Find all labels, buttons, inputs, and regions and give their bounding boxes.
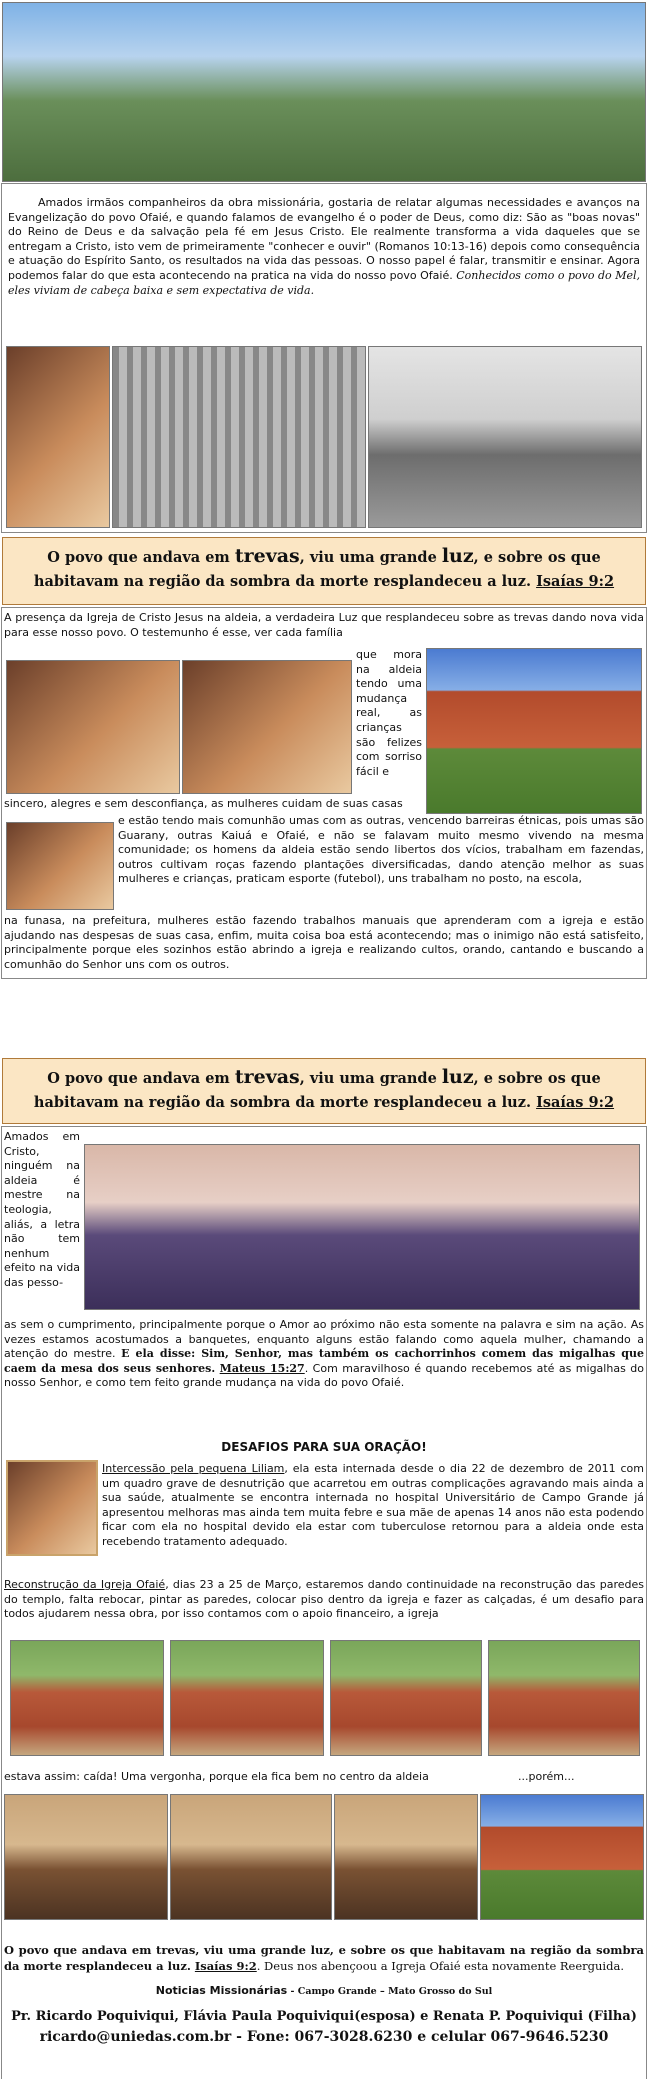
- banner-isaias-2: O povo que andava em trevas, viu uma grande luz, e sobre os que habitavam na região da sombra da morte resplandeceu a luz. Isaías 9:2: [2, 1058, 646, 1124]
- photo-ruin-3: [330, 1640, 482, 1756]
- prayer-caption-right: ...porém...: [518, 1770, 575, 1783]
- photo-ruin-4: [488, 1640, 640, 1756]
- footer-title: Noticias Missionárias: [155, 1984, 288, 1997]
- section2-quote: E ela disse: Sim, Senhor, mas também os cachorrinhos comem das migalhas que caem da mesa dos seus senhores.: [4, 1347, 644, 1375]
- photo-group-bw: [368, 346, 642, 528]
- intro-paragraph: Amados irmãos companheiros da obra missionária, gostaria de relatar algumas necessidades e avanços na Evangelização do povo Ofaié, e quando falamos de evangelho é o poder de Deus, como diz: São as "boas novas" do Reino de Deus e da salvação pela fé em Jesus Cristo. Ele realmente transforma a vida daqueles que se entregam a Cristo, isto vem de primeiramente "conhecer e ouvir" (Romanos 10:13-16) depois como consequência e atuação do Espírito Santo, os resultados na vida das pessoas. O nosso papel é falar, transmitir e ensinar. Agora podemos falar do que esta acontecendo na pratica na vida do nosso povo Ofaié. Conhecidos como o povo do Mel, eles viviam de cabeça baixa e sem expectativa de vida.: [8, 196, 640, 297]
- prayer-item-liliam: Intercessão pela pequena Liliam, ela esta internada desde o dia 22 de dezembro de 2011 com um quadro grave de desnutrição que acarretou em outras complicações agravando mais ainda a sua saúde, atualmente se encontra internada no hospital Universitário de Campo Grande já apresentou melhoras mas ainda tem muita febre e sua mãe de apenas 14 anos não esta podendo ficar com ela no hospital devido ela estar com tuberculose retornou para a aldeia onde esta recebendo tratamento adequado.: [102, 1462, 644, 1548]
- photo-children-sitting: [84, 1144, 640, 1310]
- banner-isaias-1: O povo que andava em trevas, viu uma grande luz, e sobre os que habitavam na região da sombra da morte resplandeceu a luz. Isaías 9:2: [2, 537, 646, 605]
- section2-quote-ref: Mateus 15:27: [219, 1361, 305, 1375]
- photo-woman-baby: [6, 660, 180, 794]
- photo-rebuilt-2: [170, 1794, 332, 1920]
- photo-children-writing: [6, 822, 114, 910]
- footer-title-line: Noticias Missionárias - Campo Grande – Mato Grosso do Sul: [155, 1984, 493, 1997]
- prayer-item-church: Reconstrução da Igreja Ofaié, dias 23 a 25 de Março, estaremos dando continuidade na reconstrução das paredes do templo, falta rebocar, pintar as paredes, colocar piso dentro da igreja e fazer as calçadas, é um desafio para todos ajudarem nessa obra, por isso contamos com o apoio financeiro, a igreja: [4, 1578, 644, 1621]
- section1-rest: na funasa, na prefeitura, mulheres estão fazendo trabalhos manuais que aprenderam com a igreja e estão ajudando nas despesas de suas casa, enfim, muita coisa boa está acontecendo; mas o inimigo não está satisfeito, principalmente porque eles sozinhos estão abrindo a igreja e realizando cultos, orando, cantando e buscando a comunhão do Senhor uns com os outros.: [4, 914, 644, 971]
- photo-rebuilt-3: [334, 1794, 478, 1920]
- photo-children-group: [2, 2, 646, 182]
- footer-contact: ricardo@uniedas.com.br - Fone: 067-3028.6230 e celular 067-9646.5230: [39, 2029, 609, 2045]
- section1-narrow: que mora na aldeia tendo uma mudança real, as crianças são felizes com sorriso fácil e: [356, 648, 422, 778]
- footer-names: Pr. Ricardo Poquiviqui, Flávia Paula Poquiviqui(esposa) e Renata P. Poquiviqui (Filha): [11, 2009, 637, 2024]
- photo-ruin-2: [170, 1640, 324, 1756]
- section1-line: sincero, alegres e sem desconfiança, as mulheres cuidam de suas casas: [4, 797, 403, 810]
- section1-lead: A presença da Igreja de Cristo Jesus na aldeia, a verdadeira Luz que resplandeceu sobre as trevas dando nova vida para esse nosso povo. O testemunho é esse, ver cada família: [4, 611, 644, 639]
- photo-mother-child: [6, 346, 110, 528]
- closing-paragraph: O povo que andava em trevas, viu uma grande luz, e sobre os que habitavam na região da sombra da morte resplandeceu a luz. Isaías 9:2. Deus nos abençoou a Igreja Ofaié esta novamente Reerguida.: [4, 1943, 644, 1973]
- photo-rebuilt-1: [4, 1794, 168, 1920]
- section2-narrow: Amados em Cristo, ninguém na aldeia é mestre na teologia, aliás, a letra não tem nenhum efeito na vida das pesso-: [4, 1130, 80, 1289]
- prayer-title: DESAFIOS PARA SUA ORAÇÃO!: [221, 1440, 427, 1454]
- photo-rebuilt-4: [480, 1794, 644, 1920]
- photo-church-congregation: [426, 648, 642, 814]
- prayer-caption-left: estava assim: caída! Uma vergonha, porque ela fica bem no centro da aldeia: [4, 1770, 429, 1783]
- section1-side: e estão tendo mais comunhão umas com as outras, vencendo barreiras étnicas, pois umas são Guarany, outras Kaiuá e Ofaié, e não se falavam muito mesmo vivendo na mesma comunidade; os homens da aldeia estão sendo libertos dos vícios, trabalham em fazendas, outros cultivam roças fazendo plantações diversificadas, dando atenção melhor as suas mulheres e crianças, praticam esporte (futebol), uns trabalham no posto, na escola,: [118, 814, 644, 886]
- photo-children-drawing: [182, 660, 352, 794]
- photo-ruin-1: [10, 1640, 164, 1756]
- photo-classroom-bw: [112, 346, 366, 528]
- photo-liliam: [6, 1460, 98, 1556]
- section2-rest: as sem o cumprimento, principalmente porque o Amor ao próximo não esta somente na palavra e sim na ação. As vezes estamos acostumados a banquetes, enquanto alguns estão falando como aquela mulher, chamando a atenção do mestre. E ela disse: Sim, Senhor, mas também os cachorrinhos comem das migalhas que caem da mesa dos seus senhores. Mateus 15:27. Com maravilhoso é quando recebemos até as migalhas do nosso Senhor, e como tem feito grande mudança na vida do povo Ofaié.: [4, 1318, 644, 1390]
- intro-caption: Conhecidos como o povo do Mel, eles viviam de cabeça baixa e sem expectativa de vida.: [8, 268, 640, 297]
